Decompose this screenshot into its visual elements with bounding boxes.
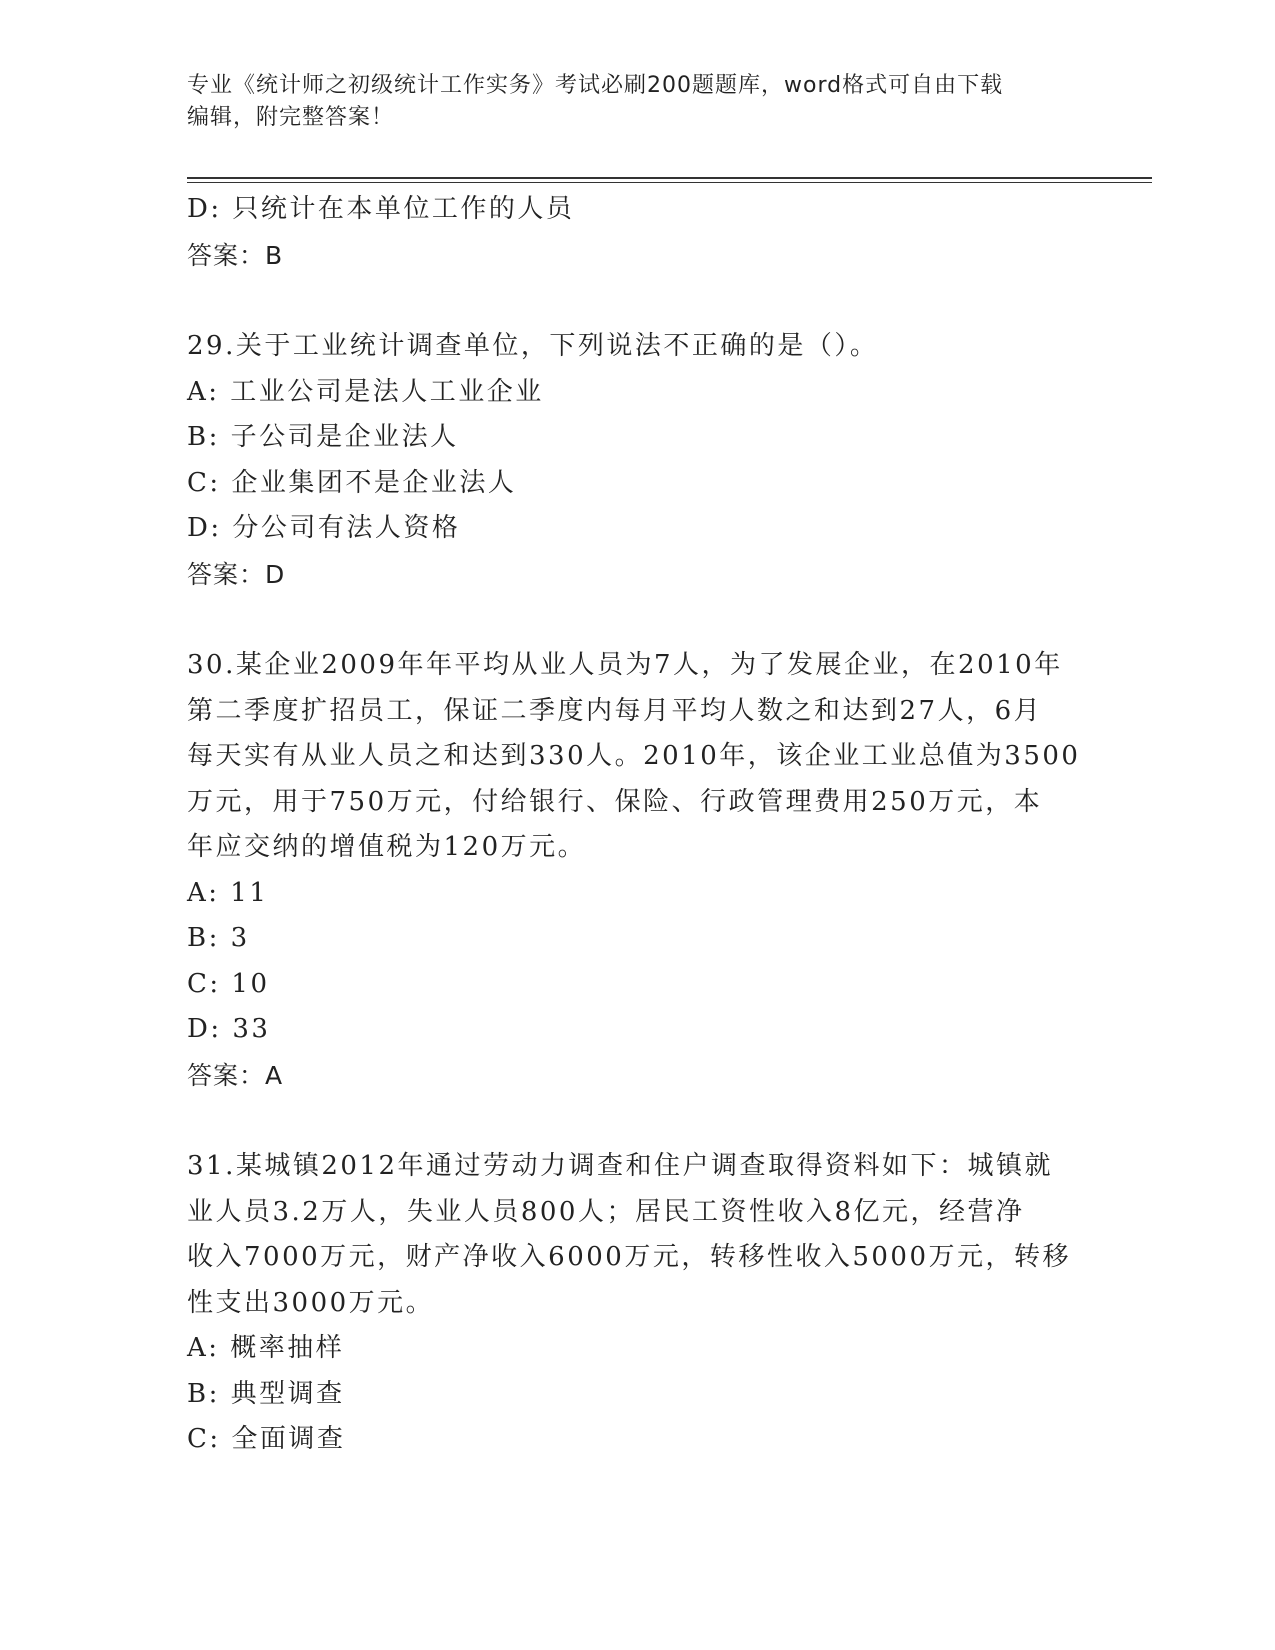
question-stem-line: 31.某城镇2012年通过劳动力调查和住户调查取得资料如下：城镇就 <box>187 1151 1054 1181</box>
option-d: D: 分公司有法人资格 <box>187 513 461 543</box>
spacer <box>187 1098 1087 1144</box>
option-c: C: 10 <box>187 968 270 999</box>
answer-line: 答案：A <box>187 1060 284 1090</box>
option-b: B: 典型调查 <box>187 1378 345 1409</box>
question-stem-line: 性支出3000万元。 <box>187 1287 435 1318</box>
option-a: A: 11 <box>187 877 269 908</box>
option-b: B: 3 <box>187 923 250 953</box>
option-a: A: 概率抽样 <box>187 1333 345 1363</box>
document-header <box>187 70 1087 134</box>
header-line-1: 专业《统计师之初级统计工作实务》考试必刷200题题库，word格式可自由下载 <box>187 73 1004 98</box>
spacer <box>187 597 1087 643</box>
header-divider <box>187 177 1152 179</box>
option-b: B: 子公司是企业法人 <box>187 422 459 452</box>
question-stem: 29.关于工业统计调查单位，下列说法不正确的是（）。 <box>187 331 879 361</box>
spacer <box>187 278 1087 324</box>
header-divider-thin <box>187 182 1152 183</box>
option-d: D: 只统计在本单位工作的人员 <box>187 194 575 224</box>
option-d: D: 33 <box>187 1014 271 1044</box>
answer-line: 答案：D <box>187 559 286 589</box>
header-line-2: 编辑，附完整答案！ <box>187 105 395 130</box>
option-c: C: 全面调查 <box>187 1424 346 1454</box>
question-stem-line: 业人员3.2万人，失业人员800人；居民工资性收入8亿元，经营净 <box>187 1196 1025 1227</box>
question-31 <box>187 1144 1087 1463</box>
question-stem-line: 收入7000万元，财产净收入6000万元，转移性收入5000万元，转移 <box>187 1242 1072 1272</box>
question-28 <box>187 187 1087 278</box>
option-a: A: 工业公司是法人工业企业 <box>187 376 544 407</box>
question-stem-line: 每天实有从业人员之和达到330人。2010年，该企业工业总值为3500 <box>187 741 1081 771</box>
option-c: C: 企业集团不是企业法人 <box>187 467 517 498</box>
question-stem-line: 万元，用于750万元，付给银行、保险、行政管理费用250万元，本 <box>187 786 1043 817</box>
question-stem-line: 年应交纳的增值税为120万元。 <box>187 832 587 862</box>
question-30 <box>187 643 1087 1098</box>
question-stem-line: 第二季度扩招员工，保证二季度内每月平均人数之和达到27人，6月 <box>187 695 1043 726</box>
question-29 <box>187 324 1087 597</box>
answer-line: 答案：B <box>187 240 284 270</box>
question-list <box>187 187 1087 1463</box>
question-stem-line: 30.某企业2009年年平均从业人员为7人，为了发展企业，在2010年 <box>187 650 1063 680</box>
